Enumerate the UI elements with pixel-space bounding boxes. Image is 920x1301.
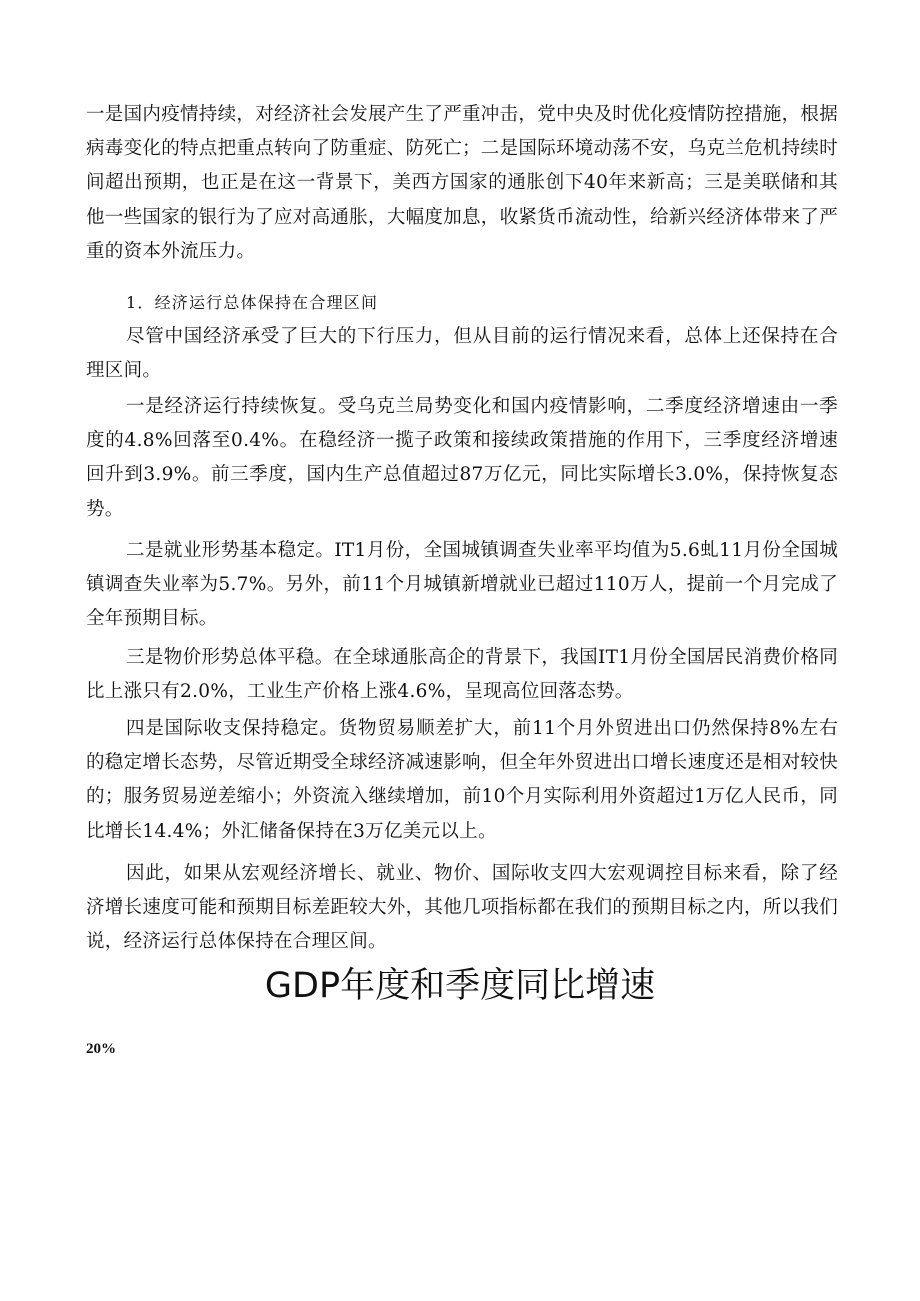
- paragraph-economy-recovery: 一是经济运行持续恢复。受乌克兰局势变化和国内疫情影响，二季度经济增速由一季度的4.8%回落至0.4%。在稳经济一揽子政策和接续政策措施的作用下，三季度经济增速回升到3.9%。前三季度，国内生产总值超过87万亿元，同比实际增长3.0%，保持恢复态势。: [86, 396, 838, 520]
- section-heading: 1．经济运行总体保持在合理区间: [126, 293, 379, 312]
- paragraph-intro: 一是国内疫情持续，对经济社会发展产生了严重冲击，党中央及时优化疫情防控措施，根据病毒变化的特点把重点转向了防重症、防死亡；二是国际环境动荡不安，乌克兰危机持续时间超出预期，也正是在这一背景下，美西方国家的通胀创下40年来新高；三是美联储和其他一些国家的银行为了应对高通胀，大幅度加息，收紧货币流动性，给新兴经济体带来了严重的资本外流压力。: [86, 104, 839, 262]
- y-tick-label: 20%: [86, 1041, 116, 1057]
- paragraph-overview: 尽管中国经济承受了巨大的下行压力，但从目前的运行情况来看，总体上还保持在合理区间。: [86, 326, 838, 382]
- paragraph-employment: 二是就业形势基本稳定。IT1月份，全国城镇调查失业率平均值为5.6虬11月份全国城镇调查失业率为5.7%。另外，前11个月城镇新增就业已超过110万人，提前一个月完成了全年预期目标。: [86, 540, 838, 630]
- paragraph-prices: 三是物价形势总体平稳。在全球通胀高企的背景下，我国IT1月份全国居民消费价格同比上涨只有2.0%，工业生产价格上涨4.6%，呈现高位回落态势。: [86, 647, 838, 703]
- chart-area: [130, 1010, 830, 1290]
- chart-title: GDP年度和季度同比增速: [264, 966, 656, 1006]
- paragraph-balance-of-payments: 四是国际收支保持稳定。货物贸易顺差扩大，前11个月外贸进出口仍然保持8%左右的稳定增长态势，尽管近期受全球经济减速影响，但全年外贸进出口增长速度还是相对较快的；服务贸易逆差缩小；外资流入继续增加，前10个月实际利用外资超过1万亿人民币，同比增长14.4%；外汇储备保持在3万亿美元以上。: [86, 718, 839, 842]
- paragraph-conclusion: 因此，如果从宏观经济增长、就业、物价、国际收支四大宏观调控目标来看，除了经济增长速度可能和预期目标差距较大外，其他几项指标都在我们的预期目标之内，所以我们说，经济运行总体保持在合理区间。: [86, 863, 839, 953]
